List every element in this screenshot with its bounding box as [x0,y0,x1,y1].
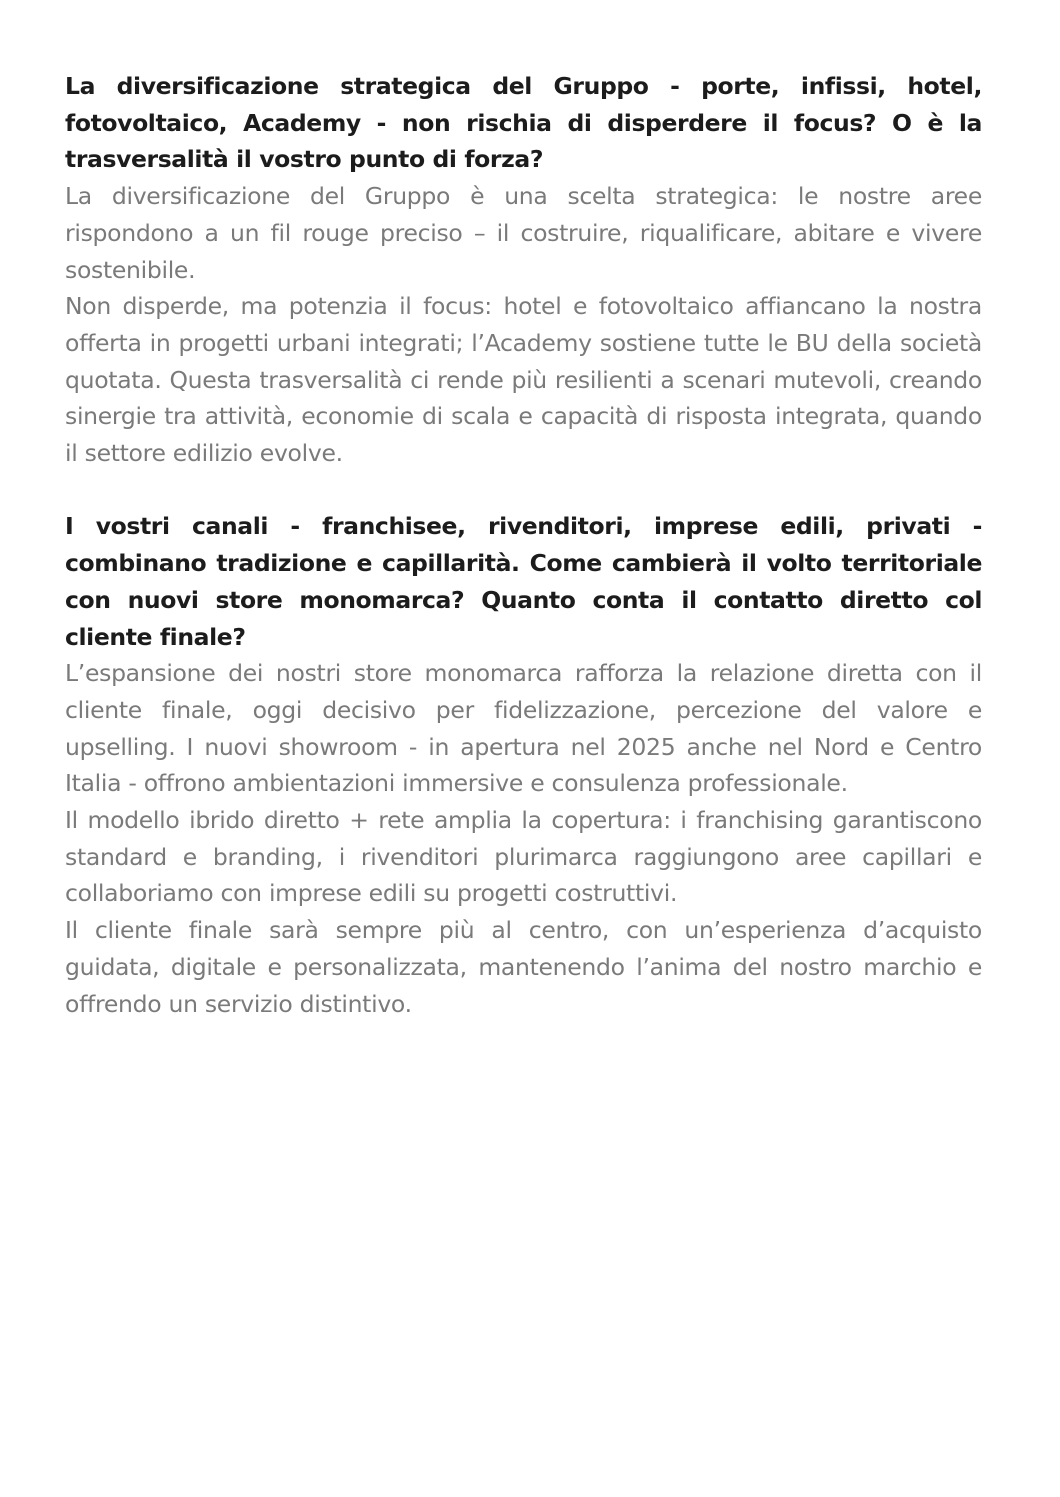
answer-paragraph: L’espansione dei nostri store monomarca rafforza la relazione diretta con il cliente finale, oggi decisivo per fidelizzazione, percezione del valore e upselling. I nuovi showroom - in apertura nel 2025 anche nel Nord e Centro Italia - offrono ambientazioni immersive e consulenza professionale. [65,659,982,798]
answer-paragraph: La diversificazione del Gruppo è una scelta strategica: le nostre aree rispondono a un fil rouge preciso – il costruire, riqualificare, abitare e vivere sostenibile. [65,182,982,284]
question-heading: La diversificazione strategica del Gruppo - porte, infissi, hotel, fotovoltaico, Academy - non rischia di disperdere il focus? O è la trasversalità il vostro punto di forza? [65,72,982,174]
answer-paragraph: Non disperde, ma potenzia il focus: hotel e fotovoltaico affiancano la nostra offerta in progetti urbani integrati; l’Academy sostiene tutte le BU della società quotata. Questa trasversalità ci rende più resilienti a scenari mutevoli, creando sinergie tra attività, economie di scala e capacità di risposta integrata, quando il settore edilizio evolve. [65,292,982,468]
document-page [65,68,982,1022]
qa-section-channels [65,508,982,1022]
question-heading: I vostri canali - franchisee, rivenditori, imprese edili, privati - combinano tradizione e capillarità. Come cambierà il volto territoriale con nuovi store monomarca? Quanto conta il contatto diretto col cliente finale? [65,512,982,651]
answer-paragraph: Il cliente finale sarà sempre più al centro, con un’esperienza d’acquisto guidata, digitale e personalizzata, mantenendo l’anima del nostro marchio e offrendo un servizio distintivo. [65,916,982,1018]
qa-section-diversification [65,68,982,472]
answer-paragraph: Il modello ibrido diretto + rete amplia la copertura: i franchising garantiscono standard e branding, i rivenditori plurimarca raggiungono aree capillari e collaboriamo con imprese edili su progetti costruttivi. [65,806,982,908]
